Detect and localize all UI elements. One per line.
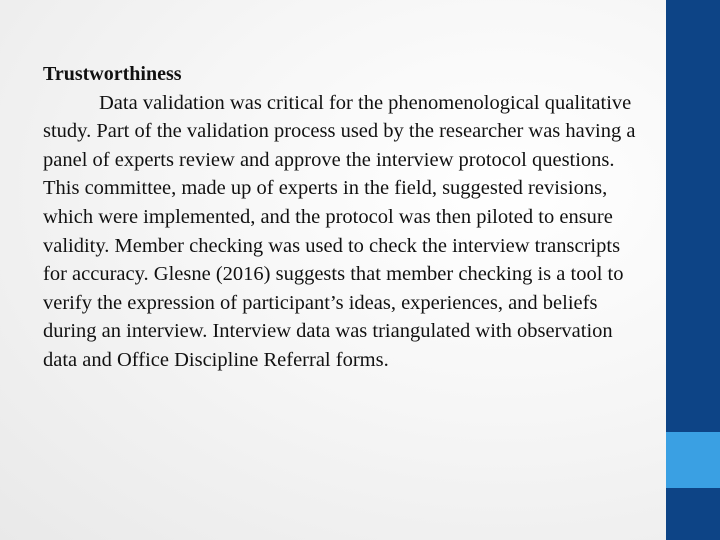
slide-content [43,60,643,375]
sidebar-accent-dark-upper [666,0,720,432]
sidebar-accent-dark-lower [666,488,720,540]
sidebar-accent-light [666,432,720,488]
slide-heading: Trustworthiness [43,63,182,85]
slide-body-paragraph: Data validation was critical for the phenomenological qualitative study. Part of the validation process used by the researcher was having a panel of experts review and approve the interview protocol questions. This committee, made up of experts in the field, suggested revisions, which were implemented, and the protocol was then piloted to ensure validity. Member checking was used to check the interview transcripts for accuracy. Glesne (2016) suggests that member checking is a tool to verify the expression of participant’s ideas, experiences, and beliefs during an interview. Interview data was triangulated with observation data and Office Discipline Referral forms. [43,91,636,371]
